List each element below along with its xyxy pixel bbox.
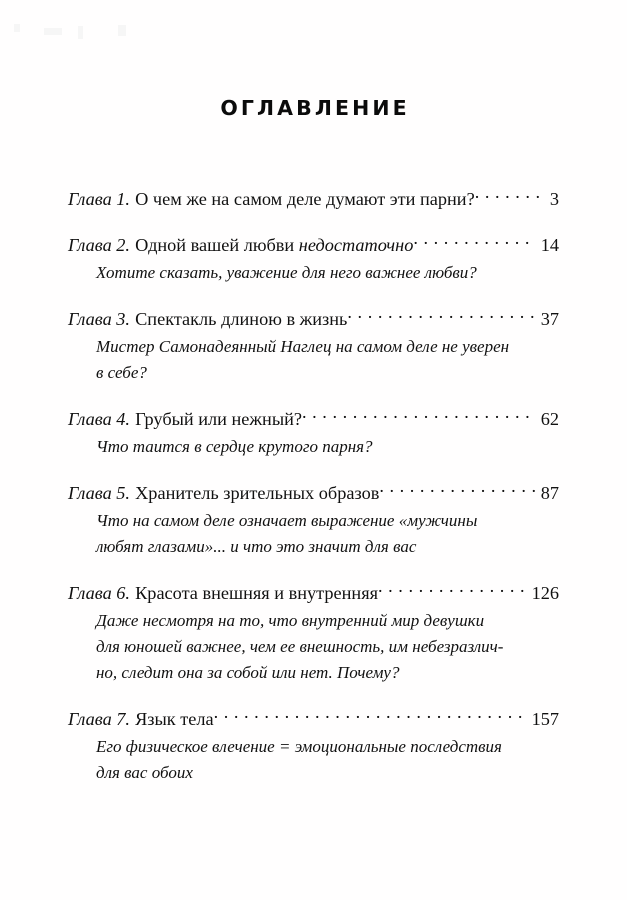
chapter-label: Глава 6. [68, 583, 130, 603]
chapter-subtitle-line: Даже несмотря на то, что внутренний мир девушки [96, 611, 485, 630]
chapter-subtitle-line: для юношей важнее, чем ее внешность, им небезразлич- [96, 637, 504, 656]
chapter-subtitle [96, 508, 559, 560]
chapter-title [135, 706, 214, 732]
paper-speckle [14, 24, 20, 32]
chapter-title-text: Язык тела [135, 709, 214, 729]
chapter-subtitle-line: Его физическое влечение = эмоциональные последствия [96, 737, 502, 756]
chapter-subtitle-line: Мистер Самонадеянный Наглец на самом деле не уверен [96, 337, 510, 356]
chapter-title [135, 186, 475, 212]
toc-entry[interactable] [68, 580, 559, 686]
toc-entry-line[interactable] [68, 186, 559, 212]
toc-entry-line[interactable] [68, 406, 559, 432]
chapter-title [135, 406, 302, 432]
toc-entry-line[interactable] [68, 480, 559, 506]
chapter-title-text: Красота внешняя и внутренняя [135, 583, 379, 603]
toc-entry[interactable] [68, 232, 559, 286]
page-number[interactable]: 14 [540, 235, 559, 255]
dot-leader [302, 407, 535, 425]
paper-speckle [118, 25, 126, 36]
page-number[interactable]: 126 [531, 583, 559, 603]
page-number[interactable]: 3 [549, 189, 559, 209]
chapter-subtitle-line: Хотите сказать, уважение для него важнее любви? [96, 263, 477, 282]
chapter-label: Глава 1. [68, 189, 130, 209]
chapter-subtitle [96, 434, 559, 460]
chapter-title [135, 480, 379, 506]
chapter-title [135, 306, 347, 332]
page-number[interactable]: 62 [540, 409, 559, 429]
dot-leader [347, 307, 534, 325]
chapter-label: Глава 4. [68, 409, 130, 429]
chapter-title-text: О чем же на самом деле думают эти парни? [135, 189, 475, 209]
toc-entry-list [68, 186, 559, 786]
chapter-subtitle-line: любят глазами»... и что это значит для вас [96, 537, 417, 556]
chapter-subtitle-line: но, следит она за собой или нет. Почему? [96, 663, 400, 682]
dot-leader [413, 233, 534, 251]
chapter-label: Глава 2. [68, 235, 130, 255]
toc-entry-line[interactable] [68, 706, 559, 732]
chapter-title-text: Спектакль длиною в жизнь [135, 309, 348, 329]
chapter-subtitle-line: Что на самом деле означает выражение «мужчины [96, 511, 478, 530]
toc-entry-line[interactable] [68, 580, 559, 606]
toc-entry-line[interactable] [68, 306, 559, 332]
chapter-subtitle-line: в себе? [96, 363, 147, 382]
toc-entry[interactable] [68, 406, 559, 460]
chapter-title-emphasis: недостаточно [298, 235, 414, 255]
page-number[interactable]: 157 [531, 709, 559, 729]
paper-speckle [78, 26, 83, 39]
chapter-title-text: Одной вашей любви [135, 235, 299, 255]
chapter-title-text: Хранитель зрительных образов [135, 483, 380, 503]
chapter-subtitle [96, 608, 559, 686]
chapter-label: Глава 5. [68, 483, 130, 503]
chapter-label: Глава 7. [68, 709, 130, 729]
chapter-title [135, 580, 378, 606]
dot-leader [214, 707, 526, 725]
page-title: ОГЛАВЛЕНИЕ [220, 96, 410, 120]
toc-entry-line[interactable] [68, 232, 559, 258]
dot-leader [475, 187, 544, 205]
chapter-title-text: Грубый или нежный? [135, 409, 303, 429]
toc-entry[interactable] [68, 306, 559, 386]
page-number[interactable]: 37 [540, 309, 559, 329]
chapter-subtitle-line: Что таится в сердце крутого парня? [96, 437, 373, 456]
chapter-subtitle [96, 260, 559, 286]
paper-speckle [44, 28, 62, 35]
chapter-label: Глава 3. [68, 309, 130, 329]
page-number[interactable]: 87 [540, 483, 559, 503]
chapter-title [135, 232, 413, 258]
toc-entry[interactable] [68, 480, 559, 560]
chapter-subtitle-line: для вас обоих [96, 763, 193, 782]
chapter-subtitle [96, 734, 559, 786]
toc-entry[interactable] [68, 706, 559, 786]
dot-leader [379, 481, 534, 499]
toc-entry[interactable] [68, 186, 559, 212]
dot-leader [378, 581, 526, 599]
chapter-subtitle [96, 334, 559, 386]
